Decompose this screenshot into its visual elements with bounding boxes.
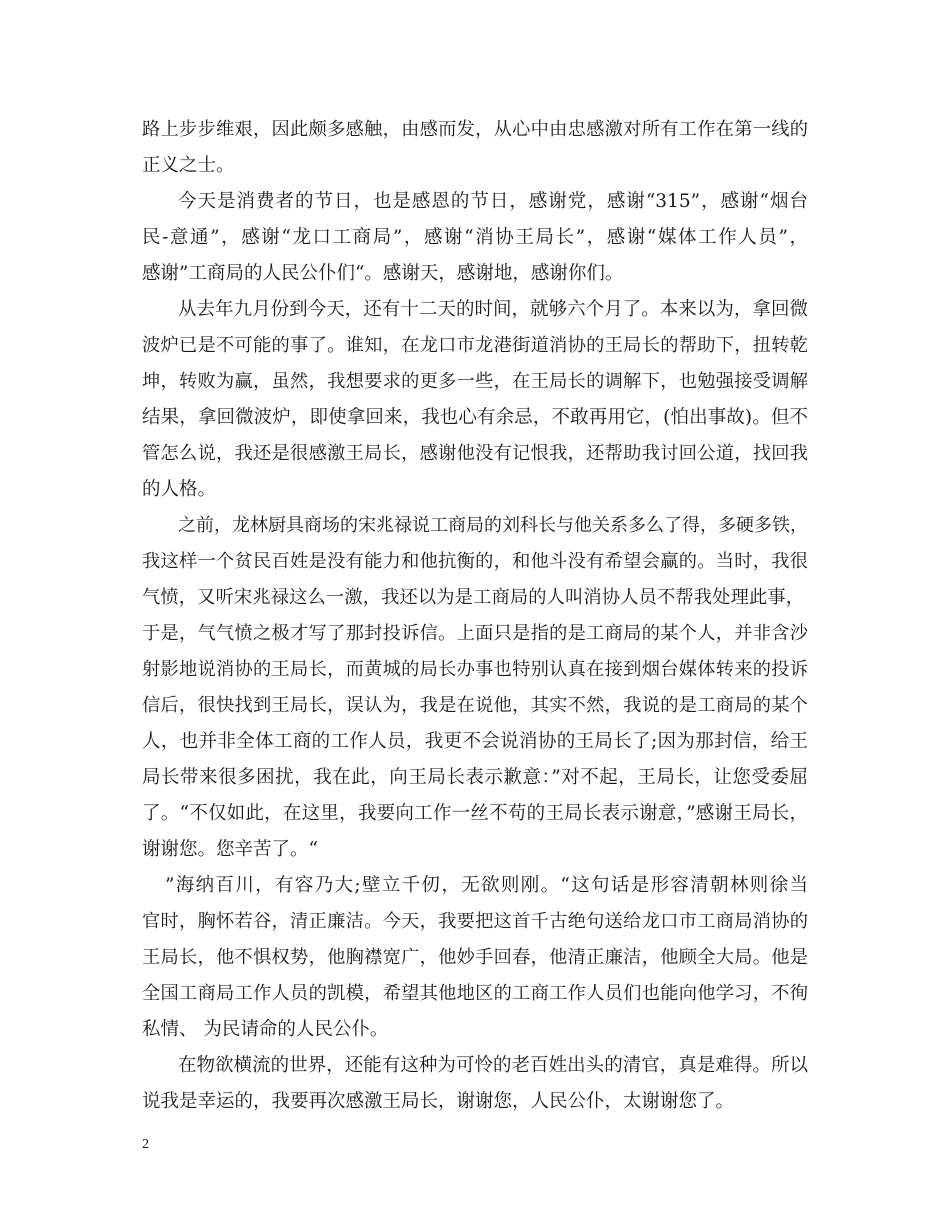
text-line: 民-意通”，感谢“龙口工商局”，感谢“消协王局长”，感谢“媒体工作人员”，: [142, 227, 808, 248]
text-line: 坤，转败为赢，虽然，我想要求的更多一些，在王局长的调解下，也勉强接受调解: [142, 371, 808, 392]
text-line: 结果，拿回微波炉，即使拿回来，我也心有余忌，不敢再用它，(怕出事故)。但不: [142, 407, 808, 428]
text-line: 私情、 为民请命的人民公仆。: [142, 1019, 389, 1040]
text-line: 王局长，他不惧权势，他胸襟宽广，他妙手回春，他清正廉洁，他顾全大局。他是: [142, 947, 808, 968]
text-line: 的人格。: [142, 479, 217, 500]
text-line: 谢谢您。您辛苦了。“: [142, 839, 318, 860]
text-line: 在物欲横流的世界，还能有这种为可怜的老百姓出头的清官，真是难得。所以: [178, 1055, 808, 1076]
text-line: 射影地说消协的王局长，而黄城的局长办事也特别认真在接到烟台媒体转来的投诉: [142, 659, 808, 680]
text-line: 于是，气气愤之极才写了那封投诉信。上面只是指的是工商局的某个人，并非含沙: [142, 623, 808, 644]
text-line: 之前，龙林厨具商场的宋兆禄说工商局的刘科长与他关系多么了得，多硬多铁，: [178, 515, 808, 536]
text-line: 人，也并非全体工商的工作人员，我更不会说消协的王局长了;因为那封信，给王: [142, 731, 808, 752]
text-line: 路上步步维艰，因此颇多感触，由感而发，从心中由忠感激对所有工作在第一线的: [142, 119, 808, 140]
text-line: 官时，胸怀若谷，清正廉洁。今天，我要把这首千古绝句送给龙口市工商局消协的: [142, 911, 808, 932]
text-line: 感谢”工商局的人民公仆们“。感谢天，感谢地，感谢你们。: [142, 263, 624, 284]
text-line: 波炉已是不可能的事了。谁知，在龙口市龙港街道消协的王局长的帮助下，扭转乾: [142, 335, 808, 356]
text-line: 信后，很快找到王局长，误认为，我是在说他，其实不然，我说的是工商局的某个: [142, 695, 808, 716]
text-line: 正义之士。: [142, 155, 235, 176]
text-line: 局长带来很多困扰，我在此，向王局长表示歉意：”对不起，王局长，让您受委屈: [142, 767, 808, 788]
text-line: 全国工商局工作人员的凯模，希望其他地区的工商工作人员们也能向他学习，不徇: [142, 983, 808, 1004]
page-number: 2: [142, 1137, 149, 1152]
text-line: 今天是消费者的节日，也是感恩的节日，感谢党，感谢“315”，感谢“烟台: [178, 191, 808, 212]
text-line: 了。“不仅如此，在这里，我要向工作一丝不苟的王局长表示谢意，”感谢王局长，: [142, 803, 808, 824]
text-line: 从去年九月份到今天，还有十二天的时间，就够六个月了。本来以为，拿回微: [178, 299, 808, 320]
text-line: 气愤，又听宋兆禄这么一激，我还以为是工商局的人叫消协人员不帮我处理此事，: [142, 587, 804, 608]
text-line: ”海纳百川，有容乃大;壁立千仞，无欲则刚。“这句话是形容清朝林则徐当: [165, 875, 808, 896]
text-line: 我这样一个贫民百姓是没有能力和他抗衡的，和他斗没有希望会赢的。当时，我很: [142, 551, 808, 572]
text-line: 管怎么说，我还是很感激王局长，感谢他没有记恨我，还帮助我讨回公道，找回我: [142, 443, 808, 464]
text-line: 说我是幸运的，我要再次感激王局长，谢谢您，人民公仆，太谢谢您了。: [142, 1091, 735, 1112]
